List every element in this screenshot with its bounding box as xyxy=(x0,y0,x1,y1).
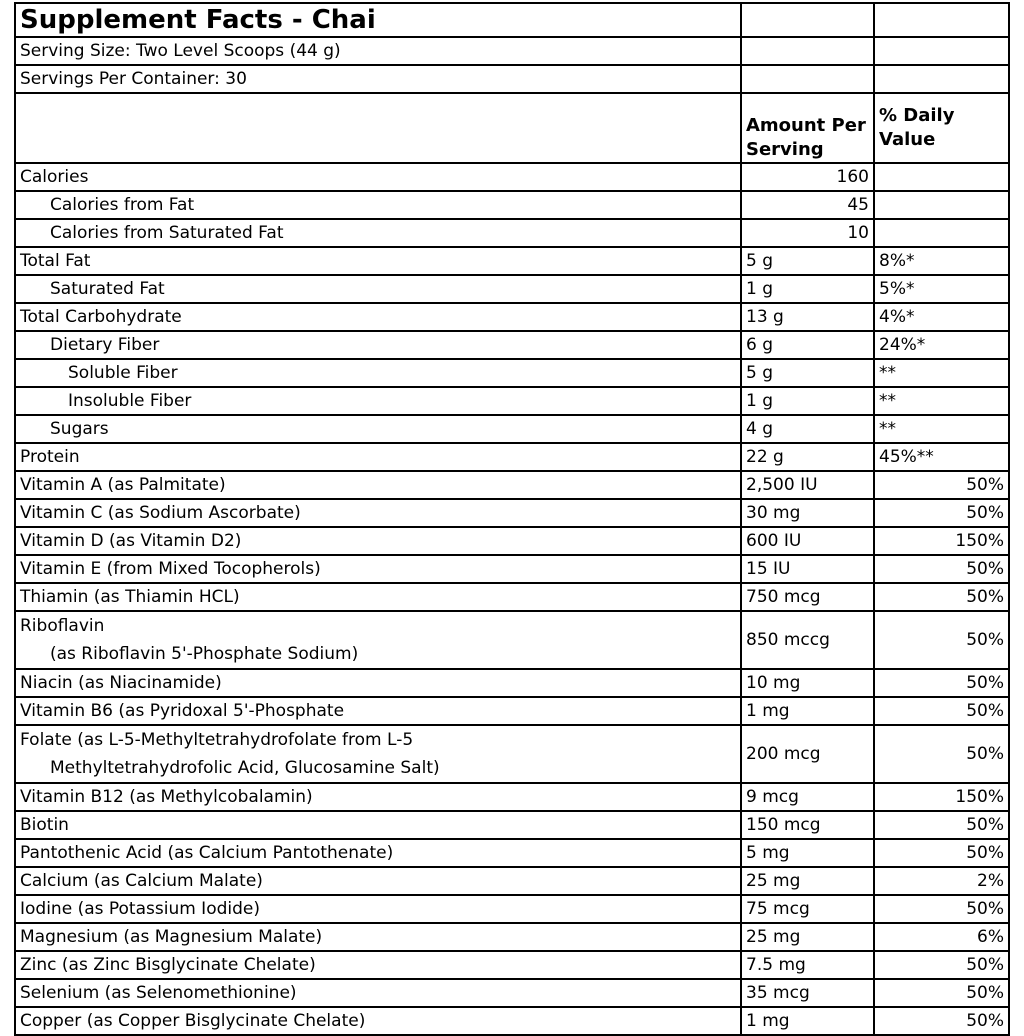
nutrient-amount: 10 mg xyxy=(741,669,874,697)
nutrient-daily-value: 50% xyxy=(874,583,1009,611)
table-row xyxy=(15,979,1009,1007)
table-row xyxy=(15,303,1009,331)
nutrient-amount: 600 IU xyxy=(741,527,874,555)
nutrient-daily-value: 50% xyxy=(874,725,1009,783)
nutrient-daily-value: 150% xyxy=(874,527,1009,555)
nutrient-amount: 1 g xyxy=(741,275,874,303)
table-row xyxy=(15,219,1009,247)
nutrient-name: Saturated Fat xyxy=(15,275,741,303)
table-row xyxy=(15,499,1009,527)
nutrient-name: Vitamin A (as Palmitate) xyxy=(15,471,741,499)
table-row xyxy=(15,839,1009,867)
table-row xyxy=(15,387,1009,415)
nutrient-amount: 6 g xyxy=(741,331,874,359)
nutrient-name-line2: Methyltetrahydrofolic Acid, Glucosamine Salt) xyxy=(50,758,440,778)
nutrient-name: Selenium (as Selenomethionine) xyxy=(15,979,741,1007)
nutrient-amount: 7.5 mg xyxy=(741,951,874,979)
nutrient-name: Pantothenic Acid (as Calcium Pantothenate) xyxy=(15,839,741,867)
nutrient-daily-value: 50% xyxy=(874,611,1009,669)
nutrient-daily-value xyxy=(874,219,1009,247)
table-row xyxy=(15,163,1009,191)
nutrient-daily-value: 150% xyxy=(874,783,1009,811)
nutrient-amount: 2,500 IU xyxy=(741,471,874,499)
table-row xyxy=(15,555,1009,583)
table-row xyxy=(15,611,1009,669)
supplement-facts-table xyxy=(14,2,1010,1036)
serving-size: Serving Size: Two Level Scoops (44 g) xyxy=(15,37,741,65)
table-row xyxy=(15,275,1009,303)
nutrient-amount: 5 mg xyxy=(741,839,874,867)
nutrient-amount: 10 xyxy=(741,219,874,247)
nutrient-daily-value: 50% xyxy=(874,669,1009,697)
nutrient-amount: 150 mcg xyxy=(741,811,874,839)
nutrient-name-line1: Folate (as L-5-Methyltetrahydrofolate from L-5 xyxy=(20,730,414,750)
nutrient-amount: 4 g xyxy=(741,415,874,443)
nutrient-name: Calcium (as Calcium Malate) xyxy=(15,867,741,895)
nutrient-amount: 1 mg xyxy=(741,1007,874,1035)
nutrient-name: Calories from Saturated Fat xyxy=(15,219,741,247)
nutrient-daily-value: 50% xyxy=(874,811,1009,839)
nutrient-name: Calories xyxy=(15,163,741,191)
nutrient-amount: 35 mcg xyxy=(741,979,874,1007)
column-header-row xyxy=(15,93,1009,163)
nutrient-amount: 160 xyxy=(741,163,874,191)
nutrient-name: Vitamin D (as Vitamin D2) xyxy=(15,527,741,555)
table-row xyxy=(15,923,1009,951)
nutrient-amount: 45 xyxy=(741,191,874,219)
nutrient-name: Sugars xyxy=(15,415,741,443)
nutrient-amount: 5 g xyxy=(741,359,874,387)
table-row xyxy=(15,725,1009,783)
table-row xyxy=(15,247,1009,275)
nutrient-daily-value: 5%* xyxy=(874,275,1009,303)
nutrient-daily-value: 50% xyxy=(874,839,1009,867)
table-row xyxy=(15,415,1009,443)
nutrient-daily-value: 50% xyxy=(874,979,1009,1007)
nutrient-daily-value: 50% xyxy=(874,499,1009,527)
nutrient-name-line1: Riboflavin xyxy=(20,616,105,636)
nutrient-name: Magnesium (as Magnesium Malate) xyxy=(15,923,741,951)
nutrient-amount: 750 mcg xyxy=(741,583,874,611)
nutrient-name: Insoluble Fiber xyxy=(15,387,741,415)
servings-per-container-row xyxy=(15,65,1009,93)
nutrient-daily-value: 24%* xyxy=(874,331,1009,359)
nutrient-daily-value: 2% xyxy=(874,867,1009,895)
nutrient-name: Total Carbohydrate xyxy=(15,303,741,331)
nutrient-amount: 22 g xyxy=(741,443,874,471)
nutrient-name: Dietary Fiber xyxy=(15,331,741,359)
nutrient-daily-value: ** xyxy=(874,359,1009,387)
table-title: Supplement Facts - Chai xyxy=(15,3,741,37)
nutrient-amount: 850 mccg xyxy=(741,611,874,669)
nutrient-name: Niacin (as Niacinamide) xyxy=(15,669,741,697)
table-row xyxy=(15,1007,1009,1035)
nutrient-daily-value xyxy=(874,163,1009,191)
nutrient-amount: 9 mcg xyxy=(741,783,874,811)
nutrient-amount: 1 g xyxy=(741,387,874,415)
nutrient-name: Thiamin (as Thiamin HCL) xyxy=(15,583,741,611)
table-row xyxy=(15,359,1009,387)
table-row xyxy=(15,669,1009,697)
title-row xyxy=(15,3,1009,37)
nutrient-amount: 25 mg xyxy=(741,867,874,895)
nutrient-name xyxy=(15,611,741,669)
amount-header: Amount Per Serving xyxy=(741,93,874,163)
daily-value-header: % Daily Value xyxy=(874,93,1009,163)
nutrient-amount: 5 g xyxy=(741,247,874,275)
serving-size-row xyxy=(15,37,1009,65)
table-row xyxy=(15,895,1009,923)
nutrient-name: Vitamin B12 (as Methylcobalamin) xyxy=(15,783,741,811)
nutrient-daily-value: ** xyxy=(874,415,1009,443)
nutrient-daily-value: 50% xyxy=(874,1007,1009,1035)
nutrient-daily-value: 50% xyxy=(874,555,1009,583)
nutrient-name: Vitamin E (from Mixed Tocopherols) xyxy=(15,555,741,583)
nutrient-daily-value: 50% xyxy=(874,471,1009,499)
table-row xyxy=(15,331,1009,359)
nutrient-name: Total Fat xyxy=(15,247,741,275)
nutrient-name-line2: (as Riboflavin 5'-Phosphate Sodium) xyxy=(50,644,359,664)
nutrient-name: Protein xyxy=(15,443,741,471)
nutrient-name: Calories from Fat xyxy=(15,191,741,219)
table-row xyxy=(15,583,1009,611)
table-row xyxy=(15,191,1009,219)
nutrient-daily-value: 50% xyxy=(874,895,1009,923)
table-row xyxy=(15,443,1009,471)
nutrient-amount: 30 mg xyxy=(741,499,874,527)
nutrient-amount: 75 mcg xyxy=(741,895,874,923)
servings-per-container: Servings Per Container: 30 xyxy=(15,65,741,93)
nutrient-name: Vitamin B6 (as Pyridoxal 5'-Phosphate xyxy=(15,697,741,725)
nutrient-daily-value: ** xyxy=(874,387,1009,415)
nutrient-amount: 13 g xyxy=(741,303,874,331)
table-row xyxy=(15,783,1009,811)
nutrient-daily-value: 45%** xyxy=(874,443,1009,471)
nutrient-amount: 25 mg xyxy=(741,923,874,951)
nutrient-name xyxy=(15,725,741,783)
nutrient-amount: 1 mg xyxy=(741,697,874,725)
nutrient-name: Zinc (as Zinc Bisglycinate Chelate) xyxy=(15,951,741,979)
nutrient-name: Biotin xyxy=(15,811,741,839)
table-row xyxy=(15,471,1009,499)
table-row xyxy=(15,811,1009,839)
nutrient-daily-value: 8%* xyxy=(874,247,1009,275)
nutrient-daily-value: 50% xyxy=(874,951,1009,979)
table-row xyxy=(15,867,1009,895)
table-row xyxy=(15,697,1009,725)
nutrient-daily-value: 4%* xyxy=(874,303,1009,331)
nutrient-daily-value xyxy=(874,191,1009,219)
nutrient-amount: 200 mcg xyxy=(741,725,874,783)
nutrient-name: Vitamin C (as Sodium Ascorbate) xyxy=(15,499,741,527)
nutrient-daily-value: 50% xyxy=(874,697,1009,725)
nutrient-name: Soluble Fiber xyxy=(15,359,741,387)
table-row xyxy=(15,527,1009,555)
nutrient-name: Iodine (as Potassium Iodide) xyxy=(15,895,741,923)
nutrient-daily-value: 6% xyxy=(874,923,1009,951)
nutrient-amount: 15 IU xyxy=(741,555,874,583)
nutrient-name: Copper (as Copper Bisglycinate Chelate) xyxy=(15,1007,741,1035)
table-row xyxy=(15,951,1009,979)
